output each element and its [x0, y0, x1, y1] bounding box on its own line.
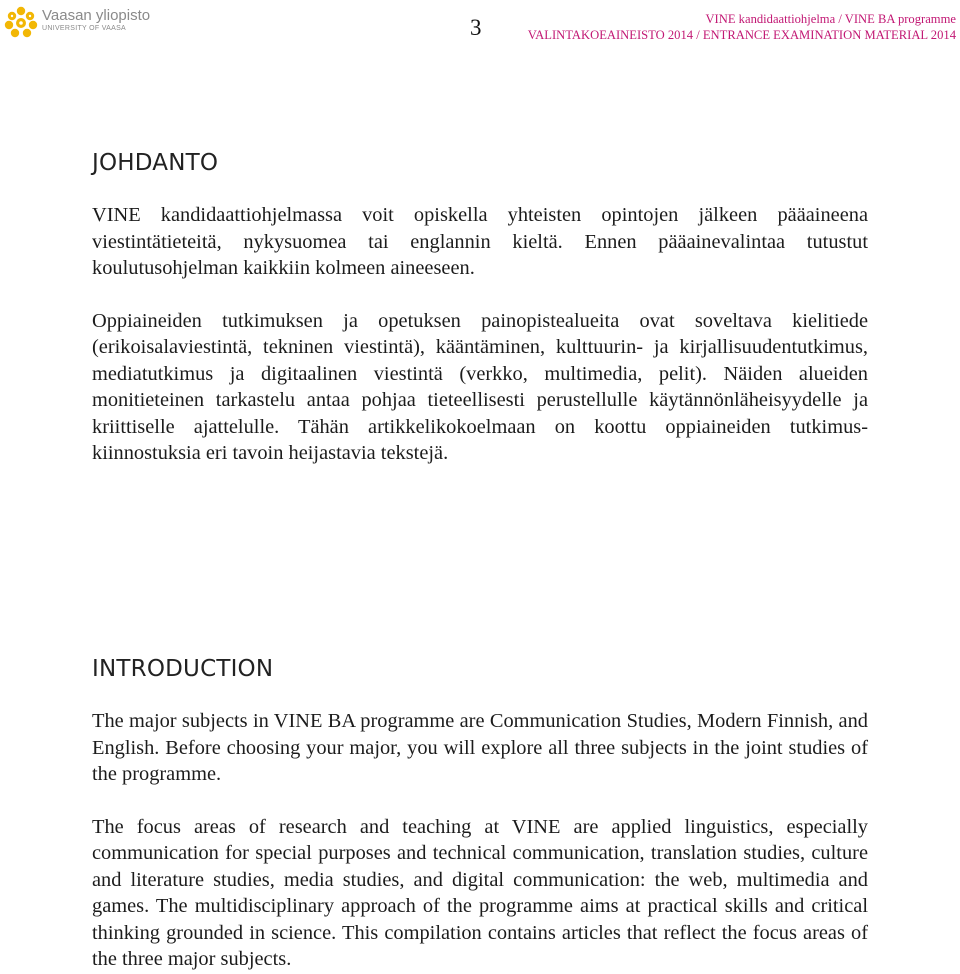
english-heading: INTRODUCTION — [92, 656, 274, 682]
running-head-line1: VINE kandidaattiohjelma / VINE BA programme — [705, 12, 956, 26]
finnish-section — [92, 150, 868, 467]
english-paragraph-2: The focus areas of research and teaching at VINE are applied linguistics, especially communication for special purposes and technical communication, translation studies, culture and literature studies, media studies, and digital communication: the web, multimedia and games. The multidisciplinary approach of the programme aims at practical skills and critical thinking grounded in science. This compilation contains articles that reflect the focus areas of the three major subjects. — [92, 815, 868, 970]
running-head-line2: VALINTAKOEAINEISTO 2014 / ENTRANCE EXAMINATION MATERIAL 2014 — [527, 27, 956, 42]
university-emblem-icon — [4, 6, 38, 40]
running-head — [528, 12, 956, 43]
english-section — [92, 656, 868, 973]
finnish-heading: JOHDANTO — [92, 150, 219, 176]
page-number: 3 — [470, 15, 482, 40]
logo-name: Vaasan yliopisto — [42, 7, 151, 24]
finnish-paragraph-2: Oppiaineiden tutkimuksen ja opetuksen painopistealueita ovat soveltava kielitiede (erikoisalaviestintä, tekninen viestintä), kääntäminen, kulttuurin- ja kirjallisuudentutkimus, mediatutkimus ja digitaalinen viestintä (verkko, multimedia, pelit). Näiden alueiden monitieteinen tarkastelu antaa pohjaa tieteellisesti perustellulle käytännönläheisyydelle ja kriittiselle ajattelulle. Tähän artikkelikokoelmaan on koottu oppiaineiden tutkimus-kiinnostuksia eri tavoin heijastavia tekstejä. — [92, 309, 868, 464]
english-paragraph-1: The major subjects in VINE BA programme are Communication Studies, Modern Finnish, and English. Before choosing your major, you will explore all three subjects in the joint studies of the programme. — [92, 710, 868, 785]
university-logo — [4, 6, 150, 40]
finnish-paragraph-1: VINE kandidaattiohjelmassa voit opiskella yhteisten opintojen jälkeen pääaineena viestintätieteitä, nykysuomea tai englannin kieltä. Ennen pääainevalintaa tutustut koulutusohjelman kaikkiin kolmeen aineeseen. — [92, 204, 868, 279]
logo-subtitle: UNIVERSITY OF VAASA — [42, 25, 127, 32]
